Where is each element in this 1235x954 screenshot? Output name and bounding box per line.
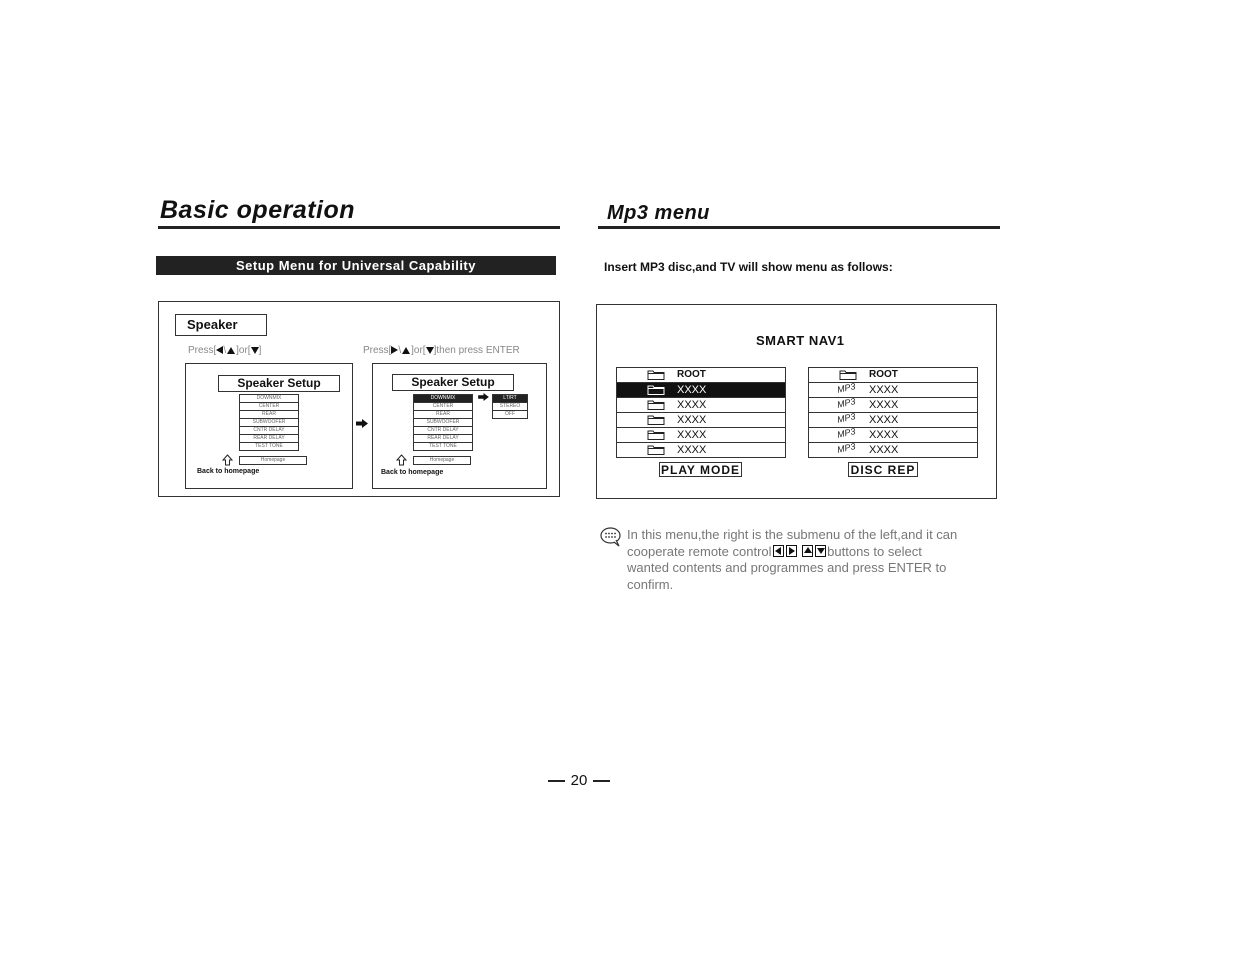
- left-page-title: Basic operation: [160, 196, 356, 224]
- down-arrow-icon: [426, 347, 434, 354]
- press-instruction-left: [188, 345, 261, 356]
- menu-item[interactable]: REAR DELAY: [413, 435, 473, 443]
- mp3-file-list: [808, 367, 978, 458]
- down-arrow-icon: [251, 347, 259, 354]
- list-item[interactable]: [809, 383, 977, 398]
- up-arrow-icon: [396, 454, 407, 466]
- menu-item-selected[interactable]: DOWNMIX: [413, 394, 473, 403]
- list-header[interactable]: [617, 368, 785, 383]
- note-line-4: confirm.: [627, 576, 674, 592]
- submenu-item-selected[interactable]: LT/RT: [492, 394, 528, 403]
- list-item-text: XXXX: [677, 399, 707, 411]
- menu-item[interactable]: SUBWOOFER: [239, 419, 299, 427]
- menu-item[interactable]: REAR: [239, 411, 299, 419]
- folder-icon: [647, 400, 665, 410]
- note-text: [627, 527, 997, 593]
- play-mode-button[interactable]: PLAY MODE: [660, 463, 741, 477]
- list-item[interactable]: [809, 413, 977, 428]
- right-page-title: Mp3 menu: [607, 202, 710, 224]
- list-header-text: ROOT: [869, 369, 898, 380]
- press-left-pre: Press[: [188, 345, 217, 356]
- folder-icon: [647, 415, 665, 425]
- submenu-item[interactable]: OFF: [492, 411, 528, 419]
- list-item[interactable]: [617, 428, 785, 443]
- menu-item[interactable]: REAR DELAY: [239, 435, 299, 443]
- list-item-text: XXXX: [869, 399, 899, 411]
- list-header[interactable]: [809, 368, 977, 383]
- press-right-post: ]then press ENTER: [433, 345, 520, 356]
- list-item[interactable]: [809, 443, 977, 457]
- page-number: [548, 771, 610, 791]
- back-to-homepage-a: Back to homepage: [197, 468, 260, 475]
- list-item[interactable]: [809, 428, 977, 443]
- menu-item[interactable]: CENTER: [413, 403, 473, 411]
- mp3-file-icon: MP3: [836, 411, 857, 425]
- right-title-rule: [598, 226, 1000, 229]
- speaker-menu-a: [239, 394, 299, 451]
- up-arrow-icon: [222, 454, 233, 466]
- list-item[interactable]: [617, 398, 785, 413]
- speaker-setup-title-a: Speaker Setup: [218, 375, 340, 392]
- folder-icon: [647, 370, 665, 380]
- folder-icon: [647, 430, 665, 440]
- speaker-setup-title-b: Speaker Setup: [392, 374, 514, 391]
- press-right-mid2: ]or[: [411, 345, 426, 356]
- up-arrow-icon: [227, 347, 235, 354]
- menu-item[interactable]: DOWNMIX: [239, 394, 299, 403]
- homepage-item-a[interactable]: [239, 456, 307, 465]
- list-header-text: ROOT: [677, 369, 706, 380]
- smart-nav-title: SMART NAV1: [756, 333, 845, 348]
- list-item-text: XXXX: [677, 444, 707, 456]
- homepage-label: Homepage: [239, 456, 307, 465]
- page-number-dash-left: [548, 780, 565, 782]
- list-item[interactable]: [617, 413, 785, 428]
- setup-banner: [156, 256, 556, 275]
- note-line-2-post: buttons to select: [827, 543, 922, 559]
- folder-icon: [839, 370, 857, 380]
- menu-item[interactable]: CNTR DELAY: [413, 427, 473, 435]
- mp3-file-icon: MP3: [836, 396, 857, 410]
- homepage-item-b[interactable]: [413, 456, 471, 465]
- folder-list: [616, 367, 786, 458]
- mp3-intro: Insert MP3 disc,and TV will show menu as follows:: [604, 260, 893, 274]
- list-item[interactable]: [617, 443, 785, 457]
- up-arrow-icon: [402, 347, 410, 354]
- down-key-icon: [815, 545, 826, 557]
- left-title-rule: [158, 226, 560, 229]
- speaker-label: Speaker: [175, 314, 267, 336]
- list-item-text: XXXX: [869, 414, 899, 426]
- note-line-1: In this menu,the right is the submenu of the left,and it can: [627, 527, 958, 542]
- mp3-file-icon: MP3: [836, 441, 857, 455]
- left-key-icon: [773, 545, 784, 557]
- submenu-item[interactable]: STEREO: [492, 403, 528, 411]
- folder-icon: [647, 385, 665, 395]
- menu-item[interactable]: CENTER: [239, 403, 299, 411]
- list-item-text: XXXX: [869, 384, 899, 396]
- note-line-2: [627, 544, 997, 561]
- up-key-icon: [802, 545, 813, 557]
- list-item-text: XXXX: [869, 429, 899, 441]
- list-item-text: XXXX: [677, 384, 707, 396]
- list-item-text: XXXX: [869, 444, 899, 456]
- note-icon: [600, 527, 622, 547]
- press-right-mid1: \: [398, 345, 402, 356]
- note-line-3: wanted contents and programmes and press ENTER to: [627, 560, 947, 575]
- menu-item[interactable]: CNTR DELAY: [239, 427, 299, 435]
- mp3-file-icon: MP3: [836, 426, 857, 440]
- list-item-text: XXXX: [677, 429, 707, 441]
- list-item-text: XXXX: [677, 414, 707, 426]
- press-left-post: ]: [258, 345, 262, 356]
- disc-rep-button[interactable]: DISC REP: [848, 462, 918, 477]
- menu-item[interactable]: TEST TONE: [413, 443, 473, 451]
- homepage-label: Homepage: [413, 456, 471, 465]
- page-number-text: 20: [570, 772, 588, 789]
- page-number-dash-right: [593, 780, 610, 782]
- right-arrow-icon: [478, 393, 489, 401]
- press-left-mid2: ]or[: [236, 345, 251, 356]
- back-to-homepage-b: Back to homepage: [381, 469, 444, 476]
- press-left-mid1: \: [223, 345, 227, 356]
- right-arrow-icon: [356, 419, 368, 428]
- menu-item[interactable]: REAR: [413, 411, 473, 419]
- list-item-selected[interactable]: [617, 383, 785, 398]
- menu-item[interactable]: TEST TONE: [239, 443, 299, 451]
- list-item[interactable]: [809, 398, 977, 413]
- note-line-2-pre: cooperate remote control: [627, 543, 772, 559]
- setup-banner-text: Setup Menu for Universal Capability: [236, 258, 476, 273]
- mp3-file-icon: MP3: [836, 381, 857, 395]
- press-right-pre: Press[: [363, 345, 392, 356]
- press-instruction-right: [363, 345, 520, 356]
- downmix-submenu: [492, 394, 528, 419]
- menu-item[interactable]: SUBWOOFER: [413, 419, 473, 427]
- speaker-menu-b: [413, 394, 473, 451]
- folder-icon: [647, 445, 665, 455]
- right-key-icon: [786, 545, 797, 557]
